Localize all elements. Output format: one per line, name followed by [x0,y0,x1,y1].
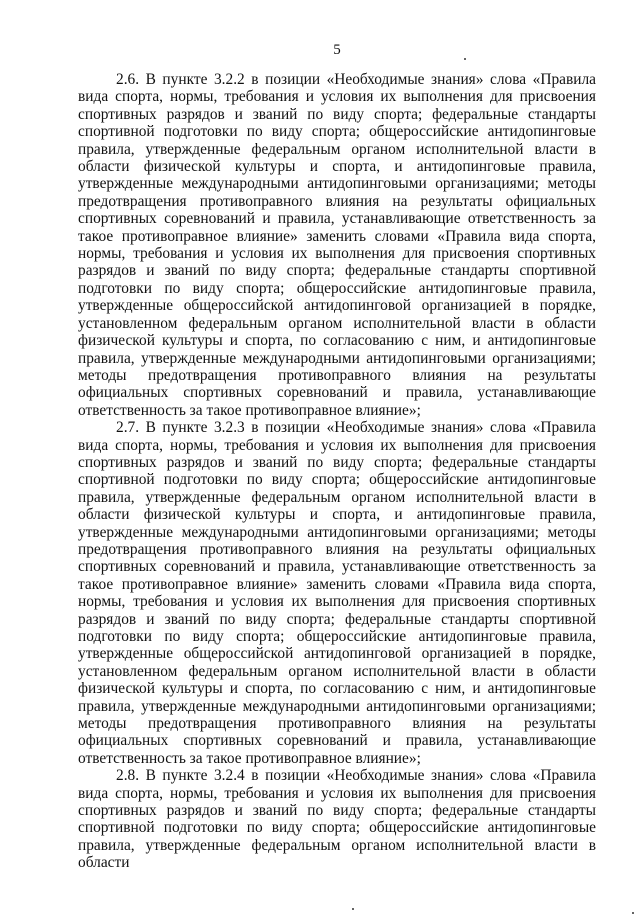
page-number: 5 [333,42,341,58]
paragraph-2-7 [78,419,596,767]
scan-speck [632,912,634,914]
scan-speck [352,908,354,910]
paragraph-2-8 [78,767,596,871]
paragraph-2-6 [78,71,596,419]
paragraph-text: 2.8. В пункте 3.2.4 в позиции «Необходимые знания» слова «Правила вида спорта, нормы, требования и условия их выполнения для присвоения спортивных разрядов и званий по виду спорта; федеральные стандарты спортивной подготовки по виду спорта; общероссийские антидопинговые правила, утвержденные федеральным органом исполнительной власти в области [78,767,596,872]
scan-speck [464,58,466,60]
paragraph-text: 2.7. В пункте 3.2.3 в позиции «Необходимые знания» слова «Правила вида спорта, нормы, требования и условия их выполнения для присвоения спортивных разрядов и званий по виду спорта; федеральные стандарты спортивной подготовки по виду спорта; общероссийские антидопинговые правила, утвержденные федеральным органом исполнительной власти в области физической культуры и спорта, и антидопинговые правила, утвержденные международными антидопинговыми организациями; методы предотвращения противоправного влияния на результаты официальных спортивных соревнований и правила, устанавливающие ответственность за такое противоправное влияние» заменить словами «Правила вида спорта, нормы, требования и условия их выполнения для присвоения спортивных разрядов и званий по виду спорта; федеральные стандарты спортивной подготовки по виду спорта; общероссийские антидопинговые правила, утвержденные общероссийской антидопинговой организацией в порядке, установленном федеральным органом исполнительной власти в области физической культуры и спорта, по согласованию с ним, и антидопинговые правила, утвержденные международными антидопинговыми организациями; методы предотвращения противоправного влияния на результаты официальных спортивных соревнований и правила, устанавливающие ответственность за такое противоправное влияние»; [78,419,596,767]
paragraph-text: 2.6. В пункте 3.2.2 в позиции «Необходимые знания» слова «Правила вида спорта, нормы, требования и условия их выполнения для присвоения спортивных разрядов и званий по виду спорта; федеральные стандарты спортивной подготовки по виду спорта; общероссийские антидопинговые правила, утвержденные федеральным органом исполнительной власти в области физической культуры и спорта, и антидопинговые правила, утвержденные международными антидопинговыми организациями; методы предотвращения противоправного влияния на результаты официальных спортивных соревнований и правила, устанавливающие ответственность за такое противоправное влияние» заменить словами «Правила вида спорта, нормы, требования и условия их выполнения для присвоения спортивных разрядов и званий по виду спорта; федеральные стандарты спортивной подготовки по виду спорта; общероссийские антидопинговые правила, утвержденные общероссийской антидопинговой организацией в порядке, установленном федеральным органом исполнительной власти в области физической культуры и спорта, по согласованию с ним, и антидопинговые правила, утвержденные международными антидопинговыми организациями; методы предотвращения противоправного влияния на результаты официальных спортивных соревнований и правила, устанавливающие ответственность за такое противоправное влияние»; [78,71,596,419]
